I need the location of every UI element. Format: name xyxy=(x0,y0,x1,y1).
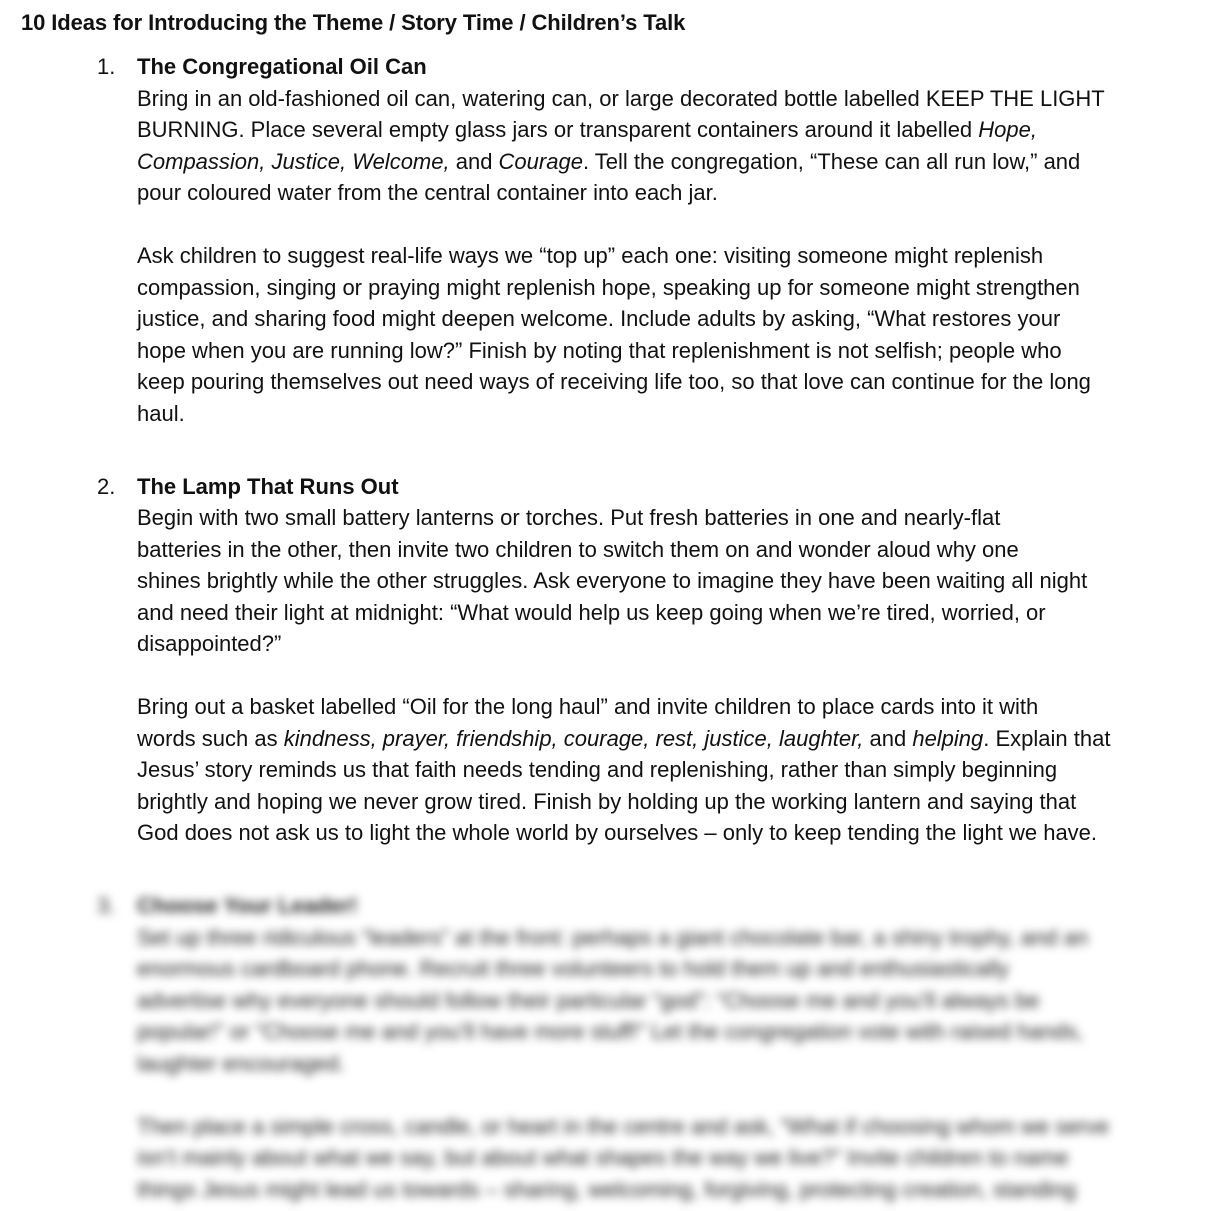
text-run: disappointed?” xyxy=(137,631,282,656)
italic-text: kindness, prayer, friendship, courage, rest, justice, laughter, xyxy=(283,725,864,751)
italic-text: Courage xyxy=(498,148,583,174)
italic-text: Hope, xyxy=(978,117,1037,142)
text-line xyxy=(137,817,1187,849)
text-run: keep pouring themselves out need ways of receiving life too, so that love can continue for the long xyxy=(137,369,1091,394)
text-line xyxy=(137,786,1187,818)
text-run: and xyxy=(863,725,913,751)
text-line xyxy=(137,723,1187,755)
item-paragraph xyxy=(137,922,1187,1080)
text-run: batteries in the other, then invite two children to switch them on and wonder aloud why one xyxy=(137,536,1019,562)
text-run: Bring in an old-fashioned oil can, watering can, or large decorated bottle labelled KEEP THE LIGHT xyxy=(137,85,1105,111)
text-run: popular!” or “Choose me and you’ll have more stuff!” Let the congregation vote with raised hands, xyxy=(137,1019,1084,1044)
text-line xyxy=(137,628,1187,660)
text-run: . Tell the congregation, “These can all run low,” and xyxy=(582,148,1081,174)
text-line xyxy=(137,398,1187,430)
text-run: laughter encouraged. xyxy=(137,1050,345,1076)
text-line xyxy=(137,114,1187,146)
text-run: things Jesus might lead us towards – sharing, welcoming, forgiving, protecting creation, standing xyxy=(137,1176,1077,1202)
text-line xyxy=(137,953,1187,985)
text-run: isn’t mainly about what we say, but about what shapes the way we live?” Invite children to name xyxy=(137,1145,1069,1170)
text-line xyxy=(137,177,1187,209)
text-line xyxy=(137,1174,1187,1206)
text-run: words such as xyxy=(137,725,284,751)
item-heading: Choose Your Leader! xyxy=(137,893,358,918)
text-line xyxy=(137,1016,1187,1048)
text-line xyxy=(137,754,1187,786)
italic-text: helping xyxy=(912,725,984,751)
text-run: Jesus’ story reminds us that faith needs tending and replenishing, rather than simply beginning xyxy=(137,757,1058,782)
text-run: haul. xyxy=(137,400,185,426)
text-run: Bring out a basket labelled “Oil for the long haul” and invite children to place cards into it with xyxy=(137,694,1039,719)
text-run: Begin with two small battery lanterns or torches. Put fresh batteries in one and nearly-flat xyxy=(137,505,1001,530)
text-run: God does not ask us to light the whole world by ourselves – only to keep tending the light we have. xyxy=(137,820,1098,845)
item-number: 2. xyxy=(97,473,116,499)
text-line xyxy=(137,1142,1187,1174)
text-run: brightly and hoping we never grow tired. Finish by holding up the working lantern and saying that xyxy=(137,788,1077,814)
item-paragraph xyxy=(137,1111,1187,1206)
item-paragraph xyxy=(137,502,1187,660)
text-run: justice, and sharing food might deepen welcome. Include adults by asking, “What restores your xyxy=(137,306,1061,331)
text-run: Ask children to suggest real-life ways we “top up” each one: visiting someone might replenish xyxy=(137,243,1044,268)
text-run: shines brightly while the other struggles. Ask everyone to imagine they have been waiting all night xyxy=(137,568,1088,593)
text-line xyxy=(137,272,1187,304)
text-line xyxy=(137,1048,1187,1080)
text-run: and xyxy=(449,148,499,174)
page-title: 10 Ideas for Introducing the Theme / Story Time / Children’s Talk xyxy=(21,10,686,35)
text-line xyxy=(137,366,1187,398)
text-run: compassion, singing or praying might replenish hope, speaking up for someone might strengthen xyxy=(137,274,1080,300)
text-line xyxy=(137,691,1187,723)
text-line xyxy=(137,83,1187,115)
item-paragraph xyxy=(137,691,1187,849)
text-line xyxy=(137,922,1187,954)
text-run: . Explain that xyxy=(983,725,1111,751)
text-run: and need their light at midnight: “What would help us keep going when we’re tired, worried, or xyxy=(137,599,1046,625)
item-heading: The Congregational Oil Can xyxy=(137,54,427,79)
text-run: pour coloured water from the central container into each jar. xyxy=(137,180,718,205)
text-line xyxy=(137,985,1187,1017)
text-line xyxy=(137,1111,1187,1143)
text-run: hope when you are running low?” Finish by noting that replenishment is not selfish; people who xyxy=(137,337,1062,363)
italic-text: Compassion, Justice, Welcome, xyxy=(137,148,450,174)
text-line xyxy=(137,146,1187,178)
item-number: 3. xyxy=(97,893,116,918)
item-paragraph xyxy=(137,83,1187,209)
item-number: 1. xyxy=(97,54,116,79)
text-line xyxy=(137,335,1187,367)
item-heading: The Lamp That Runs Out xyxy=(137,473,399,499)
text-run: BURNING. Place several empty glass jars or transparent containers around it labelled xyxy=(137,117,979,142)
text-line xyxy=(137,240,1187,272)
text-run: Set up three ridiculous “leaders” at the front: perhaps a giant chocolate bar, a shiny trophy, and an xyxy=(137,924,1089,950)
text-line xyxy=(137,565,1187,597)
text-line xyxy=(137,303,1187,335)
text-run: advertise why everyone should follow their particular “god”: “Choose me and you’ll always be xyxy=(137,987,1040,1013)
text-line xyxy=(137,502,1187,534)
text-run: enormous cardboard phone. Recruit three volunteers to hold them up and enthusiastically xyxy=(137,956,1009,981)
text-run: Then place a simple cross, candle, or heart in the centre and ask, “What if choosing whom we serve xyxy=(137,1113,1110,1139)
text-line xyxy=(137,534,1187,566)
text-line xyxy=(137,597,1187,629)
item-paragraph xyxy=(137,240,1187,429)
